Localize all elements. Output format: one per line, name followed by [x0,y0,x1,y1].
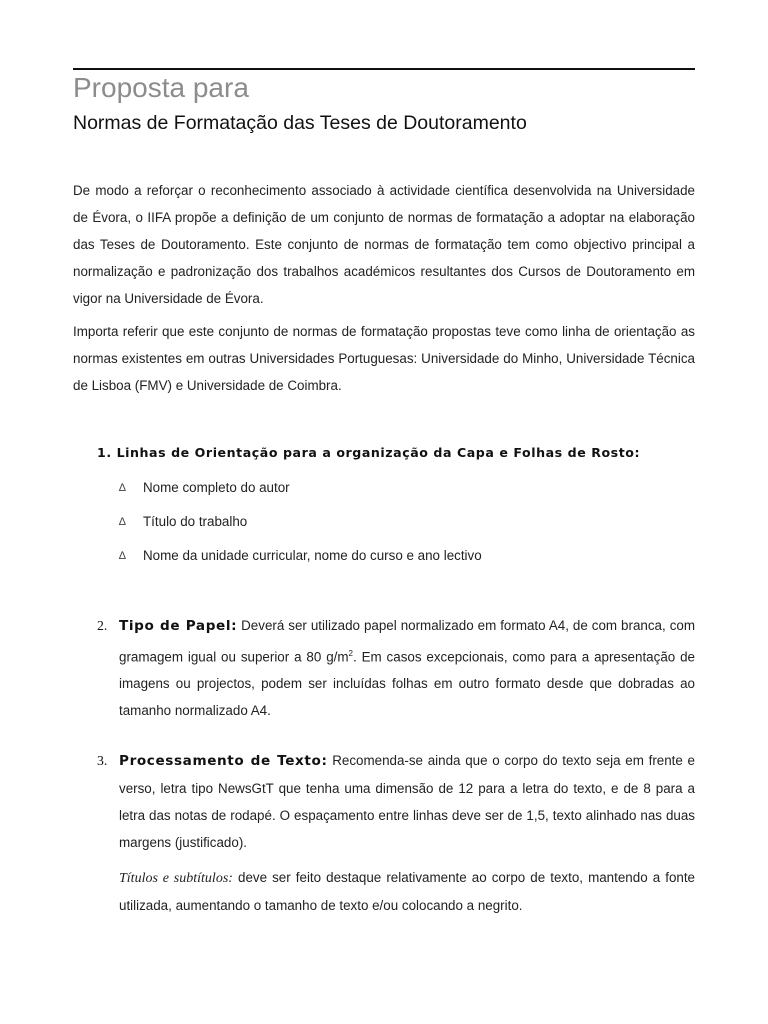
list-item-label: Nome completo do autor [143,480,290,495]
list-item-label: Nome da unidade curricular, nome do curso e ano lectivo [143,548,482,563]
section-2-body [119,612,695,724]
list-item-label: Título do trabalho [143,514,248,529]
intro-paragraph-2: Importa referir que este conjunto de normas de formatação propostas teve como linha de orientação as normas existentes em outras Universidades Portuguesas: Universidade do Minho, Universidade Técnica de Lisboa (FMV) e Universidade de Coimbra. [73,324,695,393]
document-title: Normas de Formatação das Teses de Doutoramento [73,112,527,134]
section-3-body [119,747,695,856]
list-item [119,511,482,545]
triangle-bullet-icon: ∆ [119,550,126,562]
header-rule [73,68,695,70]
section-1-heading: 1. Linhas de Orientação para a organização da Capa e Folhas de Rosto: [97,445,641,460]
superscript: 2 [348,649,353,658]
section-3-sub-text: deve ser feito destaque relativamente ao corpo de texto, mantendo a fonte utilizada, aumentando o tamanho de texto e/ou colocando a negrito. [119,870,696,913]
section-3-number: 3. [97,753,108,768]
intro-paragraph-1: De modo a reforçar o reconhecimento associado à actividade científica desenvolvida na Universidade de Évora, o IIFA propõe a definição de um conjunto de normas de formatação a adoptar na elaboração das Teses de Doutoramento. Este conjunto de normas de formatação tem como objectivo principal a normalização e padronização dos trabalhos académicos resultantes dos Cursos de Doutoramento em vigor na Universidade de Évora. [73,183,695,306]
section-2-lead: Tipo de Papel: [119,618,238,634]
section-2 [97,612,695,724]
section-3-lead: Processamento de Texto: [119,753,328,769]
section-3-text: Recomenda-se ainda que o corpo do texto seja em frente e verso, letra tipo NewsGtT que tenha uma dimensão de 12 para a letra do texto, e de 8 para a letra das notas de rodapé. O espaçamento entre linhas deve ser de 1,5, texto alinhado nas duas margens (justificado). [119,753,696,850]
list-item [119,477,482,511]
section-2-text-cont: . Em casos excepcionais, como para a apresentação de imagens ou projectos, podem ser incluídas folhas em outro formato desde que dobradas ao tamanho normalizado A4. [119,649,695,719]
section-3-subparagraph [119,864,695,919]
section-1-list [119,477,482,579]
section-3-sub-label: Títulos e subtítulos: [119,871,233,886]
triangle-bullet-icon: ∆ [119,482,126,494]
section-2-text: Deverá ser utilizado papel normalizado em formato A4, de com branca, com gramagem igual ou superior a 80 g/m [119,618,695,665]
document-pretitle: Proposta para [73,72,249,103]
triangle-bullet-icon: ∆ [119,516,126,528]
section-3 [97,747,695,919]
list-item [119,545,482,579]
section-2-number: 2. [97,618,108,633]
